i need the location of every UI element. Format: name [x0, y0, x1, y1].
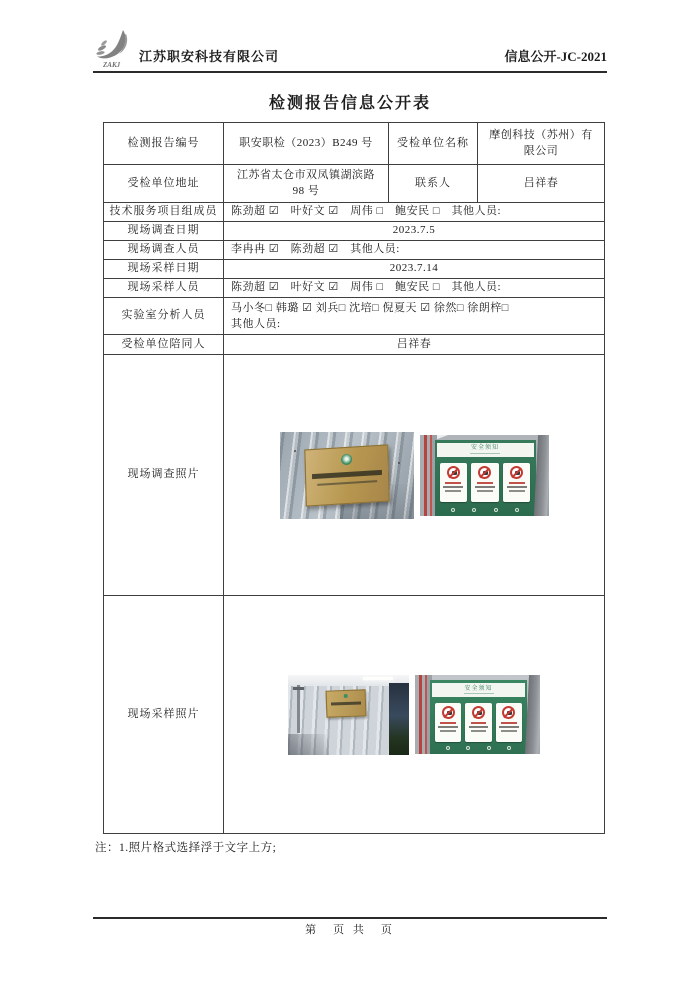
survey-photo-strip: [228, 432, 600, 519]
prohibition-card: [465, 703, 491, 742]
row-survey-date: [104, 222, 605, 241]
inspected-unit-label: 受检单位名称: [389, 123, 478, 165]
row-sampling-date: [104, 260, 605, 279]
photo-safety-board: [415, 675, 540, 754]
report-table: [103, 122, 605, 834]
survey-photos-label: 现场调查照片: [104, 355, 224, 596]
report-number-label: 检测报告编号: [104, 123, 224, 165]
sampling-date-value: 2023.7.14: [224, 260, 605, 279]
green-board: [430, 680, 527, 754]
plaque-emblem-icon: [344, 693, 348, 697]
unit-address-label: 受检单位地址: [104, 165, 224, 203]
survey-staff-value: 李冉冉 ☑ 陈劲超 ☑ 其他人员:: [224, 241, 605, 260]
page-title: 检测报告信息公开表: [268, 95, 431, 112]
row-accompanying-person: [104, 335, 605, 355]
prohibition-card: [503, 463, 530, 502]
page-number-text: 第 页 共 页: [305, 924, 395, 936]
no-entry-icon: [510, 466, 523, 479]
inspected-unit-value: 摩创科技（苏州）有限公司: [478, 123, 605, 165]
door-frame: [525, 675, 540, 754]
row-sampling-staff: [104, 279, 605, 298]
prohibition-card: [496, 703, 522, 742]
footnote: 注：1.照片格式选择浮于文字上方;: [95, 842, 277, 854]
footer-rule: [93, 917, 607, 919]
survey-photos-cell: [224, 355, 605, 596]
photo-company-plaque: [280, 432, 414, 519]
row-sampling-photos: [104, 596, 605, 834]
company-name: 江苏职安科技有限公司: [139, 49, 280, 64]
lab-analysts-value: [224, 298, 605, 335]
dark-window: [389, 683, 409, 755]
lab-analysts-line2: 其他人员:: [231, 318, 281, 330]
header-rule: [93, 71, 607, 73]
safety-sign-header: 安全须知: [432, 683, 525, 697]
row-lab-analysts: [104, 298, 605, 335]
row-unit-address: [104, 165, 605, 203]
ceiling-light: [363, 677, 393, 680]
sampling-staff-label: 现场采样人员: [104, 279, 224, 298]
plaque-emblem-icon: [340, 453, 351, 465]
photo-safety-board: [420, 435, 549, 516]
green-board: [435, 440, 536, 516]
tech-team-value: 陈劲超 ☑ 叶好文 ☑ 周伟 □ 鲍安民 □ 其他人员:: [224, 203, 605, 222]
safety-sign-header: 安全须知: [437, 443, 534, 457]
sampling-photos-cell: [224, 596, 605, 834]
page-header: [93, 0, 607, 70]
company-logo-icon: [93, 28, 137, 70]
no-entry-icon: [502, 706, 515, 719]
accompanying-person-label: 受检单位陪同人: [104, 335, 224, 355]
tech-team-label: 技术服务项目组成员: [104, 203, 224, 222]
row-survey-staff: [104, 241, 605, 260]
page-footer: [93, 917, 607, 937]
no-smoking-icon: [442, 706, 455, 719]
row-survey-photos: [104, 355, 605, 596]
prohibition-card: [440, 463, 467, 502]
survey-date-label: 现场调查日期: [104, 222, 224, 241]
contact-value: 吕祥春: [478, 165, 605, 203]
prohibition-card: [435, 703, 461, 742]
no-smoking-icon: [447, 466, 460, 479]
survey-staff-label: 现场调查人员: [104, 241, 224, 260]
sampling-photo-strip: [228, 675, 600, 755]
sampling-date-label: 现场采样日期: [104, 260, 224, 279]
lab-analysts-line1: 马小冬□ 韩璐 ☑ 刘兵□ 沈培□ 倪夏天 ☑ 徐然□ 徐朗梓□: [231, 302, 509, 314]
brand-block: [93, 28, 279, 70]
sampling-photos-label: 现场采样照片: [104, 596, 224, 834]
svg-text:ZAKJ: ZAKJ: [103, 61, 121, 69]
report-number-value: 职安职检（2023）B249 号: [224, 123, 389, 165]
accompanying-person-value: 吕祥春: [224, 335, 605, 355]
lab-analysts-label: 实验室分析人员: [104, 298, 224, 335]
doc-code: 信息公开-JC-2021: [504, 49, 607, 64]
content-area: [93, 0, 607, 855]
no-fire-icon: [472, 706, 485, 719]
sampling-staff-value: 陈劲超 ☑ 叶好文 ☑ 周伟 □ 鲍安民 □ 其他人员:: [224, 279, 605, 298]
unit-address-value: 江苏省太仓市双凤镇湖滨路98 号: [224, 165, 389, 203]
prohibition-card: [471, 463, 498, 502]
brass-plaque: [304, 444, 389, 506]
brass-plaque: [326, 689, 367, 717]
survey-date-value: 2023.7.5: [224, 222, 605, 241]
photo-building-facade: [288, 675, 409, 755]
no-fire-icon: [478, 466, 491, 479]
row-report-number: [104, 123, 605, 165]
contact-label: 联系人: [389, 165, 478, 203]
row-tech-team: [104, 203, 605, 222]
